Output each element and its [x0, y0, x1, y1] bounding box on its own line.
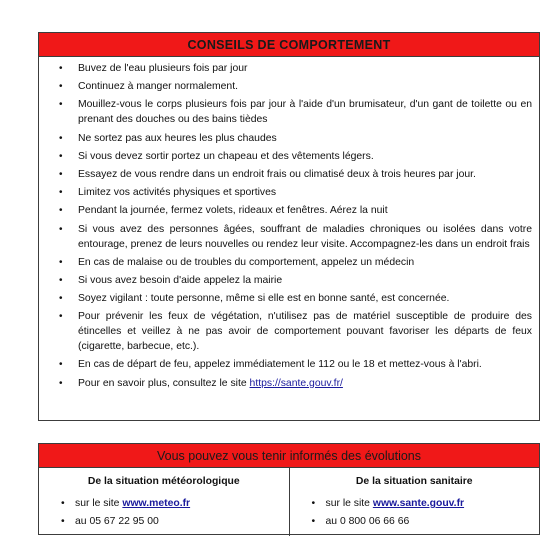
- advice-item: • Soyez vigilant : toute personne, même si elle est en bonne santé, est concernée.: [46, 291, 532, 306]
- sanitaire-phone: • au 0 800 06 66 66: [299, 514, 540, 529]
- advice-item: • En cas de malaise ou de troubles du comportement, appelez un médecin: [46, 255, 532, 270]
- meteo-column: [39, 468, 289, 536]
- sante-link[interactable]: www.sante.gouv.fr: [372, 498, 465, 509]
- advice-item: • En cas de départ de feu, appelez immédiatement le 112 ou le 18 et mettez-vous à l'abri.: [46, 357, 532, 372]
- advice-list: [39, 57, 539, 391]
- meteo-link[interactable]: www.meteo.fr: [122, 498, 191, 509]
- sante-gouv-link[interactable]: https://sante.gouv.fr/: [249, 377, 343, 389]
- info-panel: [38, 443, 540, 535]
- sanitaire-site-prefix: sur le site: [325, 498, 373, 509]
- advice-item-more-info: [46, 376, 532, 391]
- advice-item: • Si vous avez des personnes âgées, souffrant de maladies chroniques ou isolées dans votre entourage, prenez de leurs nouvelles ou rendez leur visite. Accompagnez-les dans un endroit frais: [46, 222, 532, 252]
- advice-item: • Ne sortez pas aux heures les plus chaudes: [46, 131, 532, 146]
- advice-item: • Pendant la journée, fermez volets, rideaux et fenêtres. Aérez la nuit: [46, 203, 532, 218]
- meteo-site-item: [48, 496, 289, 511]
- sanitaire-site-item: [299, 496, 540, 511]
- advice-item: • Mouillez-vous le corps plusieurs fois par jour à l'aide d'un brumisateur, d'un gant de toilette ou en prenant des douches ou des bains tièdes: [46, 97, 532, 127]
- advice-item: • Essayez de vous rendre dans un endroit frais ou climatisé deux à trois heures par jour.: [46, 167, 532, 182]
- sanitaire-column: [289, 468, 540, 536]
- advice-item: • Si vous avez besoin d'aide appelez la mairie: [46, 273, 532, 288]
- meteo-site-prefix: sur le site: [75, 498, 123, 509]
- advice-item: • Continuez à manger normalement.: [46, 79, 532, 94]
- meteo-title: De la situation météorologique: [87, 476, 240, 487]
- advice-item: • Pour prévenir les feux de végétation, n'utilisez pas de matériel susceptible de produire des étincelles et veillez à ne pas avoir de comportement pouvant favoriser les départs de feux (cigarette, barbecue, etc.).: [46, 309, 532, 354]
- info-title: Vous pouvez vous tenir informés des évolutions: [39, 444, 539, 468]
- advice-panel: [38, 32, 540, 421]
- more-info-text: Pour en savoir plus, consultez le site: [78, 377, 250, 389]
- advice-item: • Si vous devez sortir portez un chapeau et des vêtements légers.: [46, 149, 532, 164]
- advice-item: • Buvez de l'eau plusieurs fois par jour: [46, 61, 532, 76]
- meteo-phone: • au 05 67 22 95 00: [48, 514, 289, 529]
- advice-title: CONSEILS DE COMPORTEMENT: [39, 33, 539, 57]
- advice-item: • Limitez vos activités physiques et sportives: [46, 185, 532, 200]
- sanitaire-title: De la situation sanitaire: [355, 476, 473, 487]
